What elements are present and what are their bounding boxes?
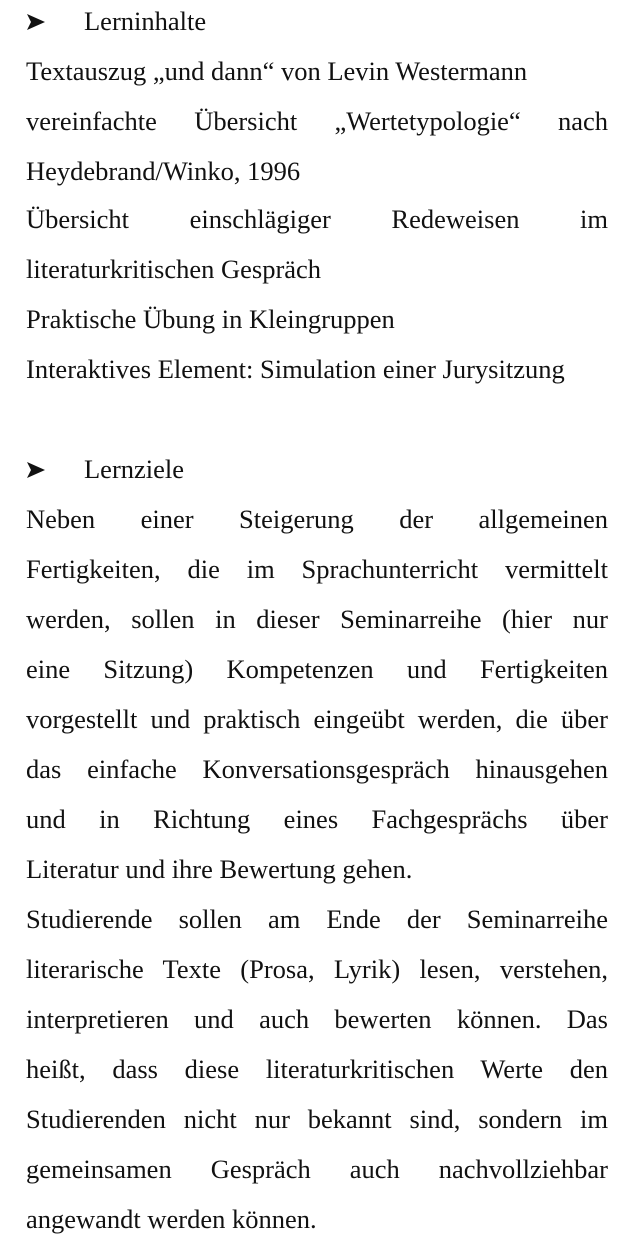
lernziele-paragraph-line: das einfache Konversationsgespräch hinausgehen (26, 754, 608, 784)
arrowhead-bullet-icon (26, 445, 48, 495)
section-heading-label: Lerninhalte (84, 6, 207, 36)
lerninhalte-item: Übersicht einschlägiger Redeweisen im (26, 204, 608, 234)
lerninhalte-item: vereinfachte Übersicht „Wertetypologie“ nach (26, 106, 608, 136)
arrowhead-bullet-icon (26, 0, 48, 47)
lernziele-paragraph-line: Literatur und ihre Bewertung gehen. (26, 854, 413, 884)
lernziele-paragraph-line: Studierende sollen am Ende der Seminarreihe (26, 904, 608, 934)
lerninhalte-item-continued: literaturkritischen Gespräch (26, 254, 322, 284)
lerninhalte-item-continued: Heydebrand/Winko, 1996 (26, 156, 301, 186)
lernziele-paragraph-line: Neben einer Steigerung der allgemeinen (26, 504, 608, 534)
lernziele-paragraph-line: literarische Texte (Prosa, Lyrik) lesen, verstehen, (26, 954, 608, 984)
lernziele-paragraph-line: interpretieren und auch bewerten können. Das (26, 1004, 608, 1034)
lernziele-paragraph-line: heißt, dass diese literaturkritischen Werte den (26, 1054, 608, 1084)
lernziele-paragraph-line: vorgestellt und praktisch eingeübt werden, die über (26, 704, 608, 734)
lernziele-paragraph-line: Fertigkeiten, die im Sprachunterricht vermittelt (26, 554, 608, 584)
lernziele-paragraph-line: werden, sollen in dieser Seminarreihe (hier nur (26, 604, 608, 634)
lerninhalte-item: Interaktives Element: Simulation einer Jurysitzung (26, 354, 565, 384)
lernziele-paragraph-line: gemeinsamen Gespräch auch nachvollziehbar (26, 1154, 608, 1184)
section-heading-lerninhalte (26, 0, 207, 46)
lernziele-paragraph-line: Studierenden nicht nur bekannt sind, sondern im (26, 1104, 608, 1134)
lerninhalte-item: Textauszug „und dann“ von Levin Westermann (26, 56, 528, 86)
lernziele-paragraph-line: und in Richtung eines Fachgesprächs über (26, 804, 608, 834)
lernziele-paragraph-line: angewandt werden können. (26, 1204, 317, 1234)
section-heading-lernziele (26, 444, 185, 494)
lernziele-paragraph-line: eine Sitzung) Kompetenzen und Fertigkeiten (26, 654, 608, 684)
section-heading-label: Lernziele (84, 454, 185, 484)
lerninhalte-item: Praktische Übung in Kleingruppen (26, 304, 395, 334)
